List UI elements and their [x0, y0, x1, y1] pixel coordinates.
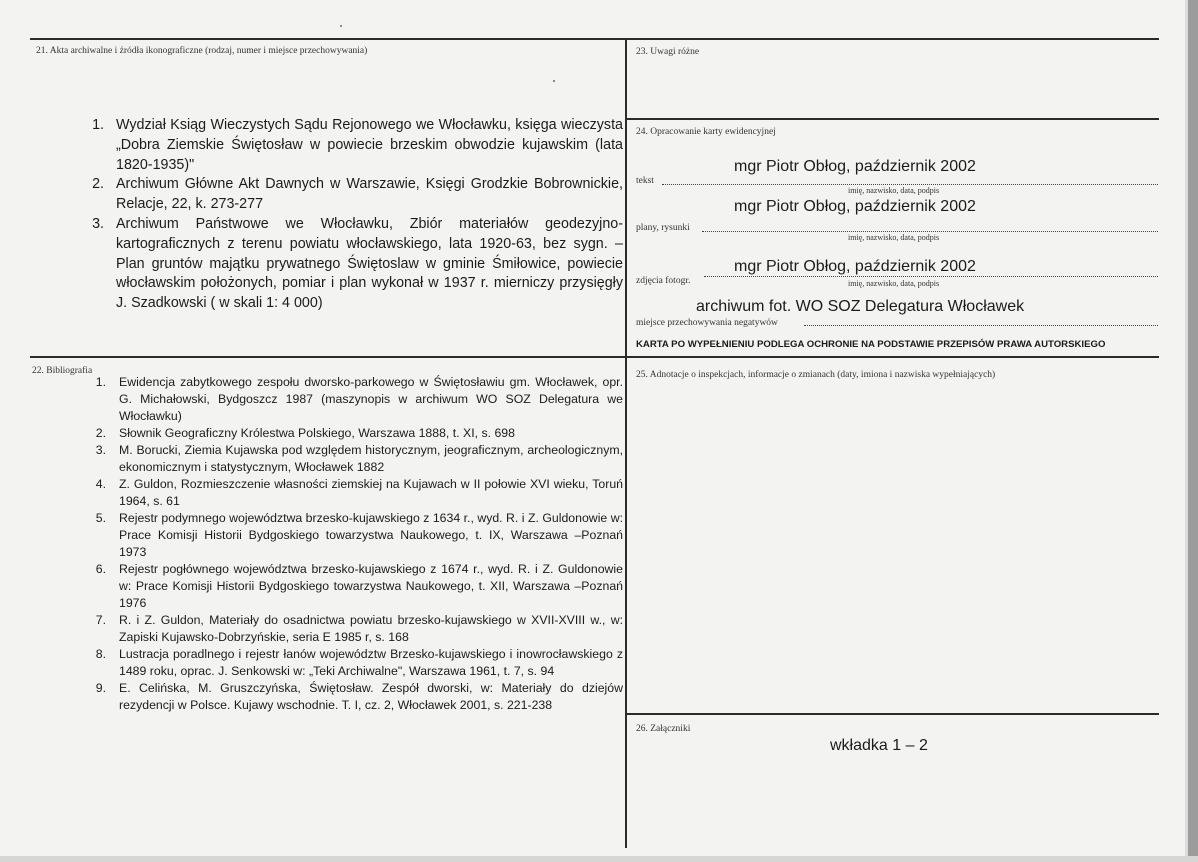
list-item: 4. Z. Guldon, Rozmieszczenie własności ziemskiej na Kujawach w II połowie XVI wieku, Toruń 1964, s. 61 — [95, 477, 623, 508]
middle-border — [30, 356, 1159, 358]
list-item: 3. Archiwum Państwowe we Włocławku, Zbiór materiałów geodezyjno-kartograficznych z terenu powiatu włocławskiego, lata 1920-63, bez sygn. – Plan gruntów majątku prywatnego Świętoslaw w gminie Śmiłowice, powiecie włocławskim położonych, pomiar i plan wykonał w 1937 r. mierniczy przysięgły J. Szadkowski ( w skali 1: 4 000) — [92, 215, 623, 312]
section-23-bottom-border — [627, 118, 1159, 120]
text-author-label: tekst — [636, 176, 654, 186]
scan-speck — [553, 80, 555, 82]
drawings-author-caption: imię, nazwisko, data, podpis — [848, 233, 940, 242]
drawings-author-line — [702, 231, 1158, 232]
section-25-bottom-border — [627, 713, 1159, 715]
section-26-heading: 26. Załączniki — [636, 724, 691, 734]
list-item: 1. Ewidencja zabytkowego zespołu dworsko-parkowego w Świętosławiu gm. Włocławek, opr. G. Michałowski, Bydgoszcz 1987 (maszynopis w archiwum WO SOZ Delegatura we Włocławku) — [95, 375, 623, 423]
list-item: 2. Słownik Geograficzny Królestwa Polskiego, Warszawa 1888, t. XI, s. 698 — [95, 426, 515, 440]
list-item: 6. Rejestr pogłównego województwa brzesko-kujawskiego z 1674 r., wyd. R. i Z. Guldonowie w: Prace Komisji Historii Bydgoskiego towarzystwa Naukowego, t. XII, Warszawa –Poznań 1976 — [95, 562, 623, 610]
photos-author-caption: imię, nazwisko, data, podpis — [848, 279, 940, 288]
section-23-heading: 23. Uwagi różne — [636, 47, 700, 57]
text-author-value: mgr Piotr Obłog, październik 2002 — [734, 158, 976, 175]
section-24-heading: 24. Opracowanie karty ewidencyjnej — [636, 127, 776, 137]
list-item: 8. Lustracja poradlnego i rejestr łanów województw Brzesko-kujawskiego i inowrocławskiego z 1489 roku, oprac. J. Senkowski w: „Teki Archiwalne", Warszawa 1961, t. 7, s. 94 — [95, 647, 623, 678]
section-22-heading: 22. Bibliografia — [32, 366, 93, 376]
column-divider — [625, 38, 627, 848]
photos-author-value: mgr Piotr Obłog, październik 2002 — [734, 258, 976, 275]
archival-records-list — [92, 116, 623, 314]
list-item: 7. R. i Z. Guldon, Materiały do osadnictwa powiatu brzesko-kujawskiego w XVII-XVIII w., w: Zapiski Kujawsko-Dobrzyńskie, seria E 1985 r, s. 168 — [95, 613, 623, 644]
list-item: 2. Archiwum Główne Akt Dawnych w Warszawie, Księgi Grodzkie Bobrownickie, Relacje, 22, k. 273-277 — [92, 176, 623, 213]
attachments-value: wkładka 1 – 2 — [830, 737, 928, 754]
scan-edge — [1188, 0, 1198, 862]
list-item: 9. E. Celińska, M. Gruszczyńska, Świętosław. Zespół dworski, w: Materiały do dziejów rezydencji w Polsce. Kujawy wschodnie. T. I, cz. 2, Włocławek 2001, s. 221-238 — [95, 681, 623, 712]
scan-speck — [340, 25, 342, 27]
section-25-heading: 25. Adnotacje o inspekcjach, informacje o zmianach (daty, imiona i nazwiska wypełniających) — [636, 370, 996, 380]
bibliography-list — [95, 374, 623, 714]
photos-author-line — [704, 276, 1158, 277]
negatives-storage-line — [804, 325, 1158, 326]
text-author-line — [662, 184, 1158, 185]
drawings-author-label: plany, rysunki — [636, 223, 690, 233]
top-border — [30, 38, 1159, 40]
list-item: 5. Rejestr podymnego województwa brzesko-kujawskiego z 1634 r., wyd. R. i Z. Guldonowie w: Prace Komisji Historii Bydgoskiego towarzystwa Naukowego, t. IX, Warszawa –Poznań 1973 — [95, 511, 623, 559]
list-item: 1. Wydział Ksiąg Wieczystych Sądu Rejonowego we Włocławku, księga wieczysta „Dobra Ziemskie Świętosław w powiecie brzeskim obwodzie kujawskim (lata 1820-1935)" — [92, 117, 623, 173]
drawings-author-value: mgr Piotr Obłog, październik 2002 — [734, 198, 976, 215]
copyright-note: KARTA PO WYPEŁNIENIU PODLEGA OCHRONIE NA PODSTAWIE PRZEPISÓW PRAWA AUTORSKIEGO — [636, 339, 1106, 350]
list-item: 3. M. Borucki, Ziemia Kujawska pod względem historycznym, jeograficznym, archeologicznym, ekonomicznym i statystycznym, Włocławek 1882 — [95, 443, 623, 474]
negatives-storage-value: archiwum fot. WO SOZ Delegatura Włocławek — [696, 298, 1025, 315]
scan-edge — [0, 856, 1198, 862]
photos-author-label: zdjęcia fotogr. — [636, 276, 691, 286]
section-21-heading: 21. Akta archiwalne i źródła ikonograficzne (rodzaj, numer i miejsce przechowywania) — [36, 46, 368, 56]
text-author-caption: imię, nazwisko, data, podpis — [848, 186, 940, 195]
negatives-storage-label: miejsce przechowywania negatywów — [636, 318, 778, 328]
